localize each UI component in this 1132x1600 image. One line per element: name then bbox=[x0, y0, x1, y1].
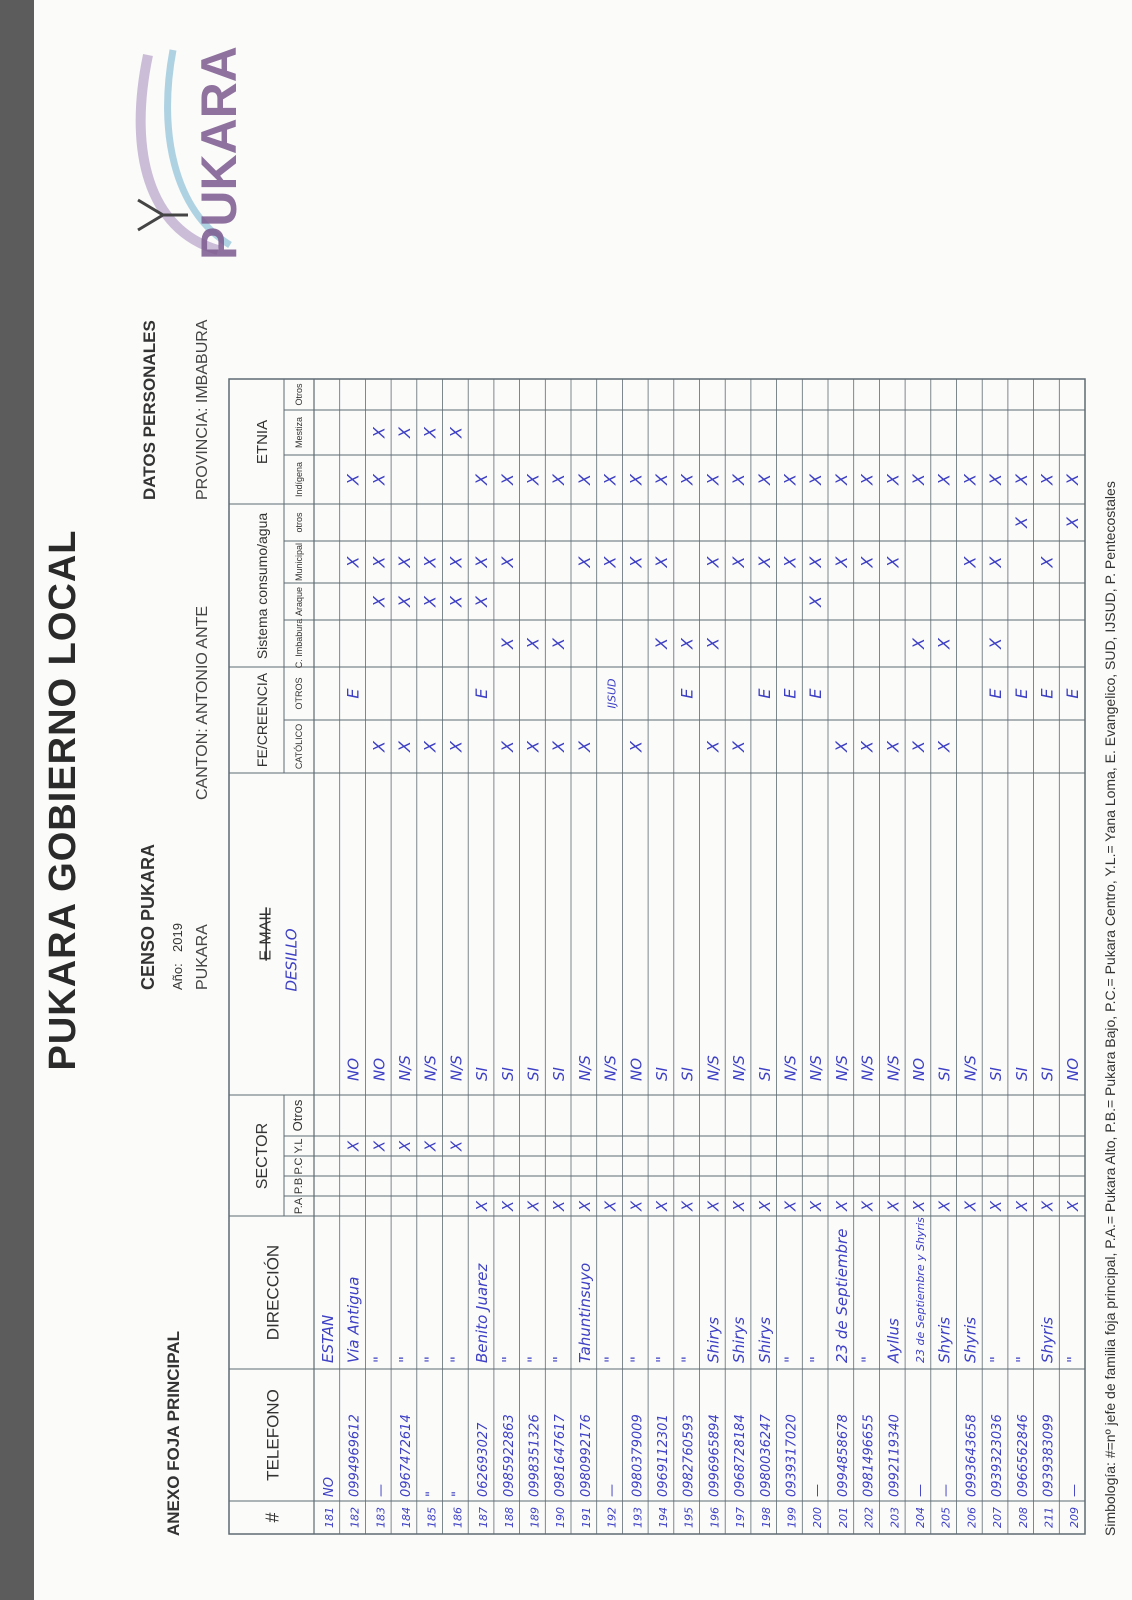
annex-label: ANEXO FOJA PRINCIPAL bbox=[164, 1331, 183, 1536]
row-number: 203 bbox=[888, 1507, 902, 1528]
row-number: 193 bbox=[631, 1507, 645, 1528]
row-direccion: " bbox=[524, 1356, 543, 1363]
row-fotros: E bbox=[677, 688, 697, 699]
row-sector-pa: X bbox=[678, 1200, 697, 1212]
row-sector-pa: X bbox=[1038, 1200, 1057, 1212]
row-sector-yl: X bbox=[421, 1140, 440, 1152]
row-email: N/S bbox=[730, 1055, 749, 1081]
row-number: 192 bbox=[605, 1507, 619, 1528]
row-direccion: Ayllus bbox=[884, 1318, 903, 1363]
row-email: SI bbox=[550, 1067, 569, 1081]
row-aotros: X bbox=[1011, 517, 1031, 528]
row-cat: X bbox=[523, 741, 543, 752]
row-sector-pa: X bbox=[858, 1200, 877, 1212]
row-sector-pa: X bbox=[1064, 1200, 1083, 1212]
row-telefono: 0980379009 bbox=[630, 1414, 646, 1497]
row-ind: X bbox=[986, 474, 1006, 485]
row-email: NO bbox=[370, 1057, 389, 1081]
row-direccion: " bbox=[627, 1356, 646, 1363]
row-email: SI bbox=[935, 1067, 954, 1081]
fe-sub-otros: OTROS bbox=[294, 677, 304, 710]
row-email: NO bbox=[627, 1057, 646, 1081]
row-mun: X bbox=[729, 556, 749, 568]
agua-sub-ara: Araque bbox=[294, 586, 304, 617]
row-mes: X bbox=[394, 427, 414, 438]
column-header-agua: Sistema consumo/agua bbox=[254, 512, 270, 660]
row-sector-yl: X bbox=[370, 1140, 389, 1152]
row-email: N/S bbox=[395, 1055, 414, 1081]
row-sector-yl: X bbox=[447, 1140, 466, 1152]
row-telefono: 0981647617 bbox=[553, 1414, 569, 1497]
row-number: 197 bbox=[734, 1507, 748, 1528]
row-fotros: IJSUD bbox=[605, 678, 619, 709]
row-number: 201 bbox=[836, 1507, 850, 1528]
row-mun: X bbox=[420, 556, 440, 568]
row-direccion: " bbox=[550, 1356, 569, 1363]
row-direccion: " bbox=[447, 1356, 466, 1363]
row-mun: X bbox=[574, 556, 594, 568]
row-email: N/S bbox=[858, 1055, 877, 1081]
sector-sub-pc: P.C bbox=[293, 1157, 305, 1175]
row-sector-pa: X bbox=[627, 1200, 646, 1212]
row-number: 206 bbox=[965, 1507, 979, 1528]
row-email: SI bbox=[1038, 1067, 1057, 1081]
row-email: N/S bbox=[704, 1055, 723, 1081]
row-direccion: " bbox=[1012, 1356, 1031, 1363]
row-email: N/S bbox=[601, 1055, 620, 1081]
row-ind: X bbox=[703, 474, 723, 485]
row-mes: X bbox=[446, 427, 466, 438]
row-email: NO bbox=[1064, 1057, 1083, 1081]
row-direccion: 23 de Septiembre y Shyris bbox=[913, 1217, 927, 1363]
row-number: 186 bbox=[451, 1507, 465, 1528]
row-direccion: Shirys bbox=[730, 1316, 749, 1363]
row-telefono: — bbox=[810, 1484, 826, 1497]
row-ind: X bbox=[600, 474, 620, 485]
row-email: N/S bbox=[575, 1055, 594, 1081]
row-telefono: 0939323036 bbox=[990, 1414, 1006, 1497]
row-email: SI bbox=[473, 1067, 492, 1081]
row-mun: X bbox=[600, 556, 620, 568]
row-cat: X bbox=[908, 741, 928, 752]
row-ind: X bbox=[677, 474, 697, 485]
row-email: SI bbox=[524, 1067, 543, 1081]
row-telefono: 0969112301 bbox=[655, 1414, 671, 1497]
row-sector-pa: X bbox=[652, 1200, 671, 1212]
row-ind: X bbox=[857, 474, 877, 485]
row-sector-pa: X bbox=[909, 1200, 928, 1212]
fe-sub-catolico: CATÓLICO bbox=[294, 723, 304, 770]
row-ind: X bbox=[831, 474, 851, 485]
row-fotros: E bbox=[1063, 688, 1083, 699]
row-telefono: 0939317020 bbox=[784, 1414, 800, 1497]
row-number: 194 bbox=[656, 1507, 670, 1528]
canton-label: CANTON: ANTONIO ANTE bbox=[194, 605, 211, 800]
row-cat: X bbox=[574, 741, 594, 752]
row-cat: X bbox=[394, 741, 414, 752]
row-number: 189 bbox=[528, 1507, 542, 1528]
legend-note: Simbología: #=nº jefe de familia foja principal, P.A.= Pukara Alto, P.B.= Pukara Bajo, P.C.= Pukara Centro, Y.L.= Yana Loma, E. Evangelico, SUD, IJSUD, P. Pentecostales bbox=[1102, 481, 1118, 1536]
row-mun: X bbox=[703, 556, 723, 568]
row-sector-pa: X bbox=[935, 1200, 954, 1212]
row-number: 207 bbox=[991, 1507, 1005, 1528]
row-telefono: — bbox=[938, 1484, 954, 1497]
row-telefono: 0994858678 bbox=[835, 1414, 851, 1497]
row-telefono: 0992119340 bbox=[887, 1414, 903, 1497]
row-number: 191 bbox=[579, 1507, 593, 1528]
row-cim: X bbox=[677, 638, 697, 649]
row-email: N/S bbox=[832, 1055, 851, 1081]
etnia-sub-ind: Indígena bbox=[294, 461, 304, 498]
row-telefono: 0967472614 bbox=[398, 1414, 414, 1497]
row-fotros: E bbox=[343, 688, 363, 699]
row-direccion: 23 de Septiembre bbox=[832, 1228, 851, 1363]
personal-data-label: DATOS PERSONALES bbox=[140, 320, 159, 500]
row-direccion: " bbox=[781, 1356, 800, 1363]
column-header-fe-creencia: FE/CREENCIA bbox=[254, 672, 270, 768]
column-header-telefono: TELEFONO bbox=[263, 1389, 283, 1481]
row-cat: X bbox=[420, 741, 440, 752]
row-telefono: 0993643658 bbox=[964, 1414, 980, 1497]
province-label: PROVINCIA: IMBABURA bbox=[194, 319, 211, 500]
row-number: 199 bbox=[785, 1507, 799, 1528]
document-title: PUKARA GOBIERNO LOCAL bbox=[42, 529, 84, 1071]
column-header-direccion: DIRECCIÓN bbox=[263, 1244, 283, 1341]
row-telefono: 0998351326 bbox=[527, 1414, 543, 1497]
row-direccion: " bbox=[652, 1356, 671, 1363]
row-cim: X bbox=[497, 638, 517, 649]
row-cim: X bbox=[908, 638, 928, 649]
row-number: 202 bbox=[862, 1507, 876, 1528]
row-sector-pa: X bbox=[1012, 1200, 1031, 1212]
row-direccion: Via Antigua bbox=[344, 1276, 363, 1363]
row-sector-yl: X bbox=[395, 1140, 414, 1152]
row-number: 185 bbox=[425, 1507, 439, 1528]
row-sector-pa: X bbox=[473, 1200, 492, 1212]
row-direccion: Benito Juarez bbox=[473, 1263, 492, 1363]
row-telefono: 0981496655 bbox=[861, 1414, 877, 1497]
column-header-sector: SECTOR bbox=[254, 1122, 271, 1190]
row-direccion: " bbox=[421, 1356, 440, 1363]
row-email: N/S bbox=[421, 1055, 440, 1081]
row-direccion: Shyris bbox=[935, 1316, 954, 1363]
row-number: 181 bbox=[322, 1507, 336, 1528]
row-telefono: 0980036247 bbox=[758, 1414, 774, 1497]
row-telefono: " bbox=[450, 1491, 466, 1497]
row-ind: X bbox=[883, 474, 903, 485]
row-number: 184 bbox=[399, 1507, 413, 1528]
row-direccion: " bbox=[1064, 1356, 1083, 1363]
census-title: CENSO PUKARA bbox=[138, 843, 158, 990]
row-mun: X bbox=[883, 556, 903, 568]
row-sector-pa: X bbox=[807, 1200, 826, 1212]
row-direccion: Shirys bbox=[704, 1316, 723, 1363]
row-ind: X bbox=[574, 474, 594, 485]
row-email: SI bbox=[498, 1067, 517, 1081]
year-value: 2019 bbox=[170, 923, 185, 952]
row-telefono: 0939383099 bbox=[1041, 1414, 1057, 1497]
row-ara: X bbox=[472, 596, 492, 607]
row-fotros: E bbox=[754, 688, 774, 699]
row-sector-pa: X bbox=[781, 1200, 800, 1212]
column-header-number: # bbox=[262, 1512, 283, 1523]
row-fotros: E bbox=[1011, 688, 1031, 699]
row-telefono: 0966562846 bbox=[1015, 1414, 1031, 1497]
row-ind: X bbox=[1011, 474, 1031, 485]
row-telefono: 0994969612 bbox=[347, 1414, 363, 1497]
row-mun: X bbox=[343, 556, 363, 568]
row-number: 190 bbox=[554, 1507, 568, 1528]
row-cim: X bbox=[703, 638, 723, 649]
row-number: 198 bbox=[759, 1507, 773, 1528]
row-cat: X bbox=[703, 741, 723, 752]
row-mun: X bbox=[960, 556, 980, 568]
row-ind: X bbox=[780, 474, 800, 485]
row-direccion: Shyris bbox=[961, 1316, 980, 1363]
row-cat: X bbox=[446, 741, 466, 752]
row-direccion: Shirys bbox=[755, 1316, 774, 1363]
etnia-sub-mes: Mestiza bbox=[294, 416, 304, 449]
row-number: 183 bbox=[374, 1507, 388, 1528]
row-mun: X bbox=[806, 556, 826, 568]
row-ind: X bbox=[472, 474, 492, 485]
row-email: N/S bbox=[447, 1055, 466, 1081]
row-cat: X bbox=[497, 741, 517, 752]
row-direccion: ESTAN bbox=[318, 1314, 337, 1363]
row-cat: X bbox=[857, 741, 877, 752]
row-mun: X bbox=[831, 556, 851, 568]
row-sector-pa: X bbox=[601, 1200, 620, 1212]
row-telefono: " bbox=[424, 1491, 440, 1497]
etnia-sub-eotros: Otros bbox=[294, 383, 304, 406]
row-mun: X bbox=[472, 556, 492, 568]
sector-sub-yl: Y.L bbox=[293, 1138, 305, 1154]
row-email: NO bbox=[344, 1057, 363, 1081]
row-ara: X bbox=[394, 596, 414, 607]
row-number: 200 bbox=[811, 1507, 825, 1528]
row-email: SI bbox=[652, 1067, 671, 1081]
rotated-form bbox=[34, 0, 1132, 1600]
row-telefono: — bbox=[1067, 1484, 1083, 1497]
row-cat: X bbox=[883, 741, 903, 752]
row-number: 205 bbox=[939, 1507, 953, 1528]
row-sector-pa: X bbox=[730, 1200, 749, 1212]
row-ind: X bbox=[934, 474, 954, 485]
row-ind: X bbox=[960, 474, 980, 485]
row-direccion: Shyris bbox=[1038, 1316, 1057, 1363]
row-sector-pa: X bbox=[704, 1200, 723, 1212]
row-mun: X bbox=[780, 556, 800, 568]
year-label: Año: bbox=[170, 963, 185, 990]
row-mun: X bbox=[626, 556, 646, 568]
row-number: 211 bbox=[1042, 1507, 1056, 1528]
row-mun: X bbox=[857, 556, 877, 568]
row-number: 187 bbox=[477, 1507, 491, 1528]
row-email: N/S bbox=[884, 1055, 903, 1081]
row-ind: X bbox=[806, 474, 826, 485]
row-direccion: " bbox=[498, 1356, 517, 1363]
row-ind: X bbox=[369, 474, 389, 485]
row-ara: X bbox=[806, 596, 826, 607]
row-cim: X bbox=[523, 638, 543, 649]
row-ind: X bbox=[729, 474, 749, 485]
row-telefono: 0968728184 bbox=[733, 1414, 749, 1497]
row-cat: X bbox=[729, 741, 749, 752]
row-direccion: " bbox=[370, 1356, 389, 1363]
row-ind: X bbox=[549, 474, 569, 485]
row-direccion: " bbox=[678, 1356, 697, 1363]
row-sector-pa: X bbox=[832, 1200, 851, 1212]
row-telefono: NO bbox=[321, 1477, 337, 1497]
row-direccion: " bbox=[987, 1356, 1006, 1363]
row-email: N/S bbox=[781, 1055, 800, 1081]
row-sector-pa: X bbox=[524, 1200, 543, 1212]
row-ara: X bbox=[420, 596, 440, 607]
row-ind: X bbox=[908, 474, 928, 485]
row-telefono: 0996965894 bbox=[707, 1414, 723, 1497]
agua-sub-mun: Municipal bbox=[294, 542, 304, 582]
row-email: N/S bbox=[961, 1055, 980, 1081]
email-handwritten-note: DESILLO bbox=[282, 928, 301, 992]
row-ind: X bbox=[651, 474, 671, 485]
row-fotros: E bbox=[1037, 688, 1057, 699]
row-direccion: Tahuntinsuyo bbox=[575, 1262, 594, 1363]
row-direccion: " bbox=[858, 1356, 877, 1363]
row-cim: X bbox=[934, 638, 954, 649]
row-cim: X bbox=[651, 638, 671, 649]
row-mun: X bbox=[651, 556, 671, 568]
row-cat: X bbox=[549, 741, 569, 752]
row-sector-pa: X bbox=[550, 1200, 569, 1212]
row-sector-pa: X bbox=[884, 1200, 903, 1212]
row-number: 195 bbox=[682, 1507, 696, 1528]
row-number: 188 bbox=[502, 1507, 516, 1528]
row-sector-pa: X bbox=[575, 1200, 594, 1212]
logo-text: PUKARA bbox=[191, 46, 247, 260]
row-ind: X bbox=[343, 474, 363, 485]
row-sector-pa: X bbox=[755, 1200, 774, 1212]
row-telefono: — bbox=[604, 1484, 620, 1497]
row-direccion: " bbox=[601, 1356, 620, 1363]
row-fotros: E bbox=[986, 688, 1006, 699]
row-fotros: E bbox=[806, 688, 826, 699]
row-ind: X bbox=[1063, 474, 1083, 485]
row-telefono: — bbox=[373, 1484, 389, 1497]
row-sector-yl: X bbox=[344, 1140, 363, 1152]
row-direccion: " bbox=[395, 1356, 414, 1363]
row-mun: X bbox=[446, 556, 466, 568]
row-email: N/S bbox=[807, 1055, 826, 1081]
row-number: 209 bbox=[1068, 1507, 1082, 1528]
sector-sub-otros: Otros bbox=[290, 1099, 305, 1132]
document-page bbox=[34, 0, 1132, 1600]
row-mun: X bbox=[369, 556, 389, 568]
row-sector-pa: X bbox=[961, 1200, 980, 1212]
sector-sub-pa: P.A bbox=[293, 1197, 305, 1215]
row-cat: X bbox=[831, 741, 851, 752]
row-email: NO bbox=[909, 1057, 928, 1081]
census-table bbox=[34, 0, 1132, 1600]
row-sector-pa: X bbox=[498, 1200, 517, 1212]
row-cat: X bbox=[626, 741, 646, 752]
row-telefono: — bbox=[912, 1484, 928, 1497]
row-mun: X bbox=[754, 556, 774, 568]
row-ind: X bbox=[1037, 474, 1057, 485]
row-email: SI bbox=[678, 1067, 697, 1081]
row-mun: X bbox=[986, 556, 1006, 568]
row-mes: X bbox=[369, 427, 389, 438]
row-email: SI bbox=[755, 1067, 774, 1081]
row-fotros: E bbox=[472, 688, 492, 699]
row-cat: X bbox=[934, 741, 954, 752]
row-direccion: " bbox=[807, 1356, 826, 1363]
parish-label: PUKARA bbox=[194, 924, 211, 990]
row-mun: X bbox=[497, 556, 517, 568]
row-telefono: 0985922863 bbox=[501, 1414, 517, 1497]
row-mun: X bbox=[394, 556, 414, 568]
row-ind: X bbox=[626, 474, 646, 485]
row-number: 196 bbox=[708, 1507, 722, 1528]
sector-sub-pb: P.B bbox=[293, 1177, 305, 1195]
row-ara: X bbox=[446, 596, 466, 607]
row-telefono: 062693027 bbox=[476, 1422, 492, 1497]
row-aotros: X bbox=[1063, 517, 1083, 528]
row-mun: X bbox=[1037, 556, 1057, 568]
row-fotros: E bbox=[780, 688, 800, 699]
row-cim: X bbox=[549, 638, 569, 649]
column-header-email: E-MAIL bbox=[257, 907, 275, 961]
row-number: 182 bbox=[348, 1507, 362, 1528]
row-email: SI bbox=[987, 1067, 1006, 1081]
row-cat: X bbox=[369, 741, 389, 752]
row-ara: X bbox=[369, 596, 389, 607]
row-email: SI bbox=[1012, 1067, 1031, 1081]
row-ind: X bbox=[523, 474, 543, 485]
agua-sub-aotros: otros bbox=[294, 512, 304, 533]
row-ind: X bbox=[497, 474, 517, 485]
row-cim: X bbox=[986, 638, 1006, 649]
column-header-etnia: ETNIA bbox=[254, 419, 271, 465]
agua-sub-cim: C. Imbabura bbox=[294, 618, 304, 669]
row-mes: X bbox=[420, 427, 440, 438]
row-ind: X bbox=[754, 474, 774, 485]
row-telefono: 0982760593 bbox=[681, 1414, 697, 1497]
row-sector-pa: X bbox=[987, 1200, 1006, 1212]
row-number: 208 bbox=[1016, 1507, 1030, 1528]
row-telefono: 0980992176 bbox=[578, 1414, 594, 1497]
row-number: 204 bbox=[913, 1507, 927, 1528]
